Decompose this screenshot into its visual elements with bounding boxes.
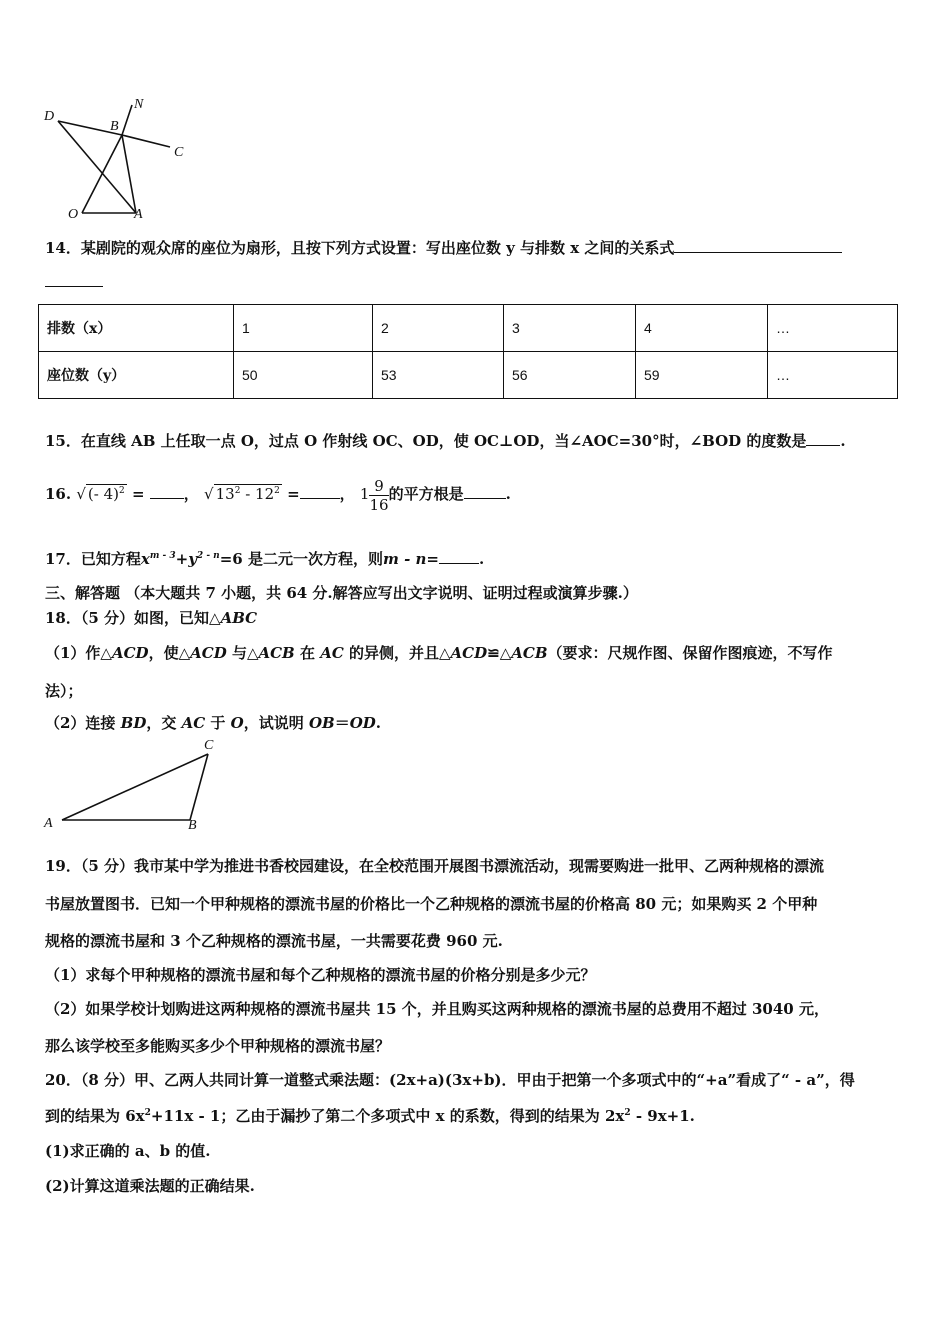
q14-answer-blank-2 [45,272,103,287]
line-b-a [122,135,136,213]
q20-l2-text: - 9x+1. [630,1107,695,1125]
q19-line-2: 书屋放置图书．已知一个甲种规格的漂流书屋的价格比一个乙种规格的漂流书屋的价格高 80 元；如果购买 2 个甲种 [45,895,818,913]
label-a: A [44,816,53,831]
side-b-c [190,754,208,820]
q16-exp-2b: 2 [274,486,280,496]
q18-p2-var: AC [181,714,206,732]
q18-p1-text: ≌△ [487,644,512,662]
q18-p2-text: 于 [205,714,231,732]
q19-line-4: （1）求每个甲种规格的漂流书屋和每个乙种规格的漂流书屋的价格分别是多少元？ [45,966,596,984]
ray-b-n [122,105,132,135]
side-a-c [62,754,208,820]
table-cell: 53 [373,352,504,399]
q20-line-2 [45,1105,695,1126]
q18-p1-var: ACD [450,644,488,662]
q19-line-3: 规格的漂流书屋和 3 个乙种规格的漂流书屋，一共需要花费 960 元. [45,932,503,950]
q18-p1-var: AC [320,644,344,662]
table-cell: … [768,305,898,352]
q16-number: 16. [45,485,72,503]
q18-p1-text: 在 [294,644,321,662]
q17-period: . [479,550,485,568]
line-o-b [82,135,122,213]
ray-b-c [122,135,170,147]
q18-abc: ABC [220,609,258,627]
q16-sqrt-2: √ $13^2 - 12^2$ [204,485,280,503]
label-a: A [134,207,143,222]
q18-p2-text: ，交 [146,714,182,732]
q17-yexp: 2 - n [196,551,220,561]
table-cell: 56 [504,352,636,399]
q20-l2-exp: 2 [624,1108,631,1118]
q14-question: 14．某剧院的观众席的座位为扇形，且按下列方式设置：写出座位数 y 与排数 x 之间的关系式 [45,239,675,257]
q17-mn: m - n [382,550,427,568]
table-cell: 4 [636,305,768,352]
q17-y: y [188,550,197,568]
q14-blank-cont [45,272,103,291]
q16-radicand-2b: - 12 [240,485,275,503]
label-o: O [68,207,79,222]
q18-p1-text: 与△ [226,644,259,662]
table-row [39,305,898,352]
table-cell: 59 [636,352,768,399]
q17-xexp: m - 3 [149,551,176,561]
q18-p1-text: （1）作△ [45,644,112,662]
q20-line-1: 20．（8 分）甲、乙两人共同计算一道整式乘法题：(2x+a)(3x+b)．甲由于把第一个多项式中的“+a”看成了“ - a”，得 [45,1071,855,1089]
q16-text [45,468,511,514]
q18-lead [45,607,257,628]
q16-mixed-whole: 1 [359,485,370,503]
q17-x: x [140,550,150,568]
q19-line-1: 19．（5 分）我市某中学为推进书香校园建设，在全校范围开展图书漂流活动，现需要购进一批甲、乙两种规格的漂流 [45,857,825,875]
q18-p1-var: ACD [190,644,227,662]
q16-exp-1: 2 [119,486,125,496]
q17-answer-blank [439,549,479,564]
table-row [39,352,898,399]
q16-equals-1: = [131,485,145,503]
figure-q18 [40,738,230,838]
q17-text [45,548,484,569]
q18-p2-text: . [375,714,382,732]
q20-l2-text: 到的结果为 6x [45,1107,145,1125]
q15-period: . [840,432,846,450]
q18-part1-cont: 法）； [45,682,83,700]
q20-l2-exp: 2 [144,1108,151,1118]
q16-tail: 的平方根是 [388,485,464,503]
q18-p1-text: 的异侧，并且△ [343,644,451,662]
table-header-seat: 座位数（y） [39,352,234,399]
q16-comma-2: ， [339,485,355,503]
q18-p2-var: OD [349,714,376,732]
q18-p1-text: ，使△ [148,644,191,662]
q18-p2-var: O [230,714,244,732]
figure-q13 [40,95,200,225]
q18-part1 [45,642,833,663]
q20-line-4: (2)计算这道乘法题的正确结果. [45,1177,255,1195]
q14-answer-blank [674,238,842,253]
q18-p2-text: ＝ [334,714,350,732]
q16-blank-1 [150,484,184,499]
q18-lead-text: 18．（5 分）如图，已知△ [45,609,221,627]
q16-fraction [369,477,388,514]
label-b: B [188,818,197,833]
label-c: C [174,145,184,160]
q18-p1-var: ACB [511,644,548,662]
q18-p2-var: OB [308,714,335,732]
label-c: C [204,738,214,753]
q18-p1-var: ACB [258,644,295,662]
q19-line-5: （2）如果学校计划购进这两种规格的漂流书屋共 15 个，并且购买这两种规格的漂流书屋的总费用不超过 3040 元， [45,1000,829,1018]
q16-frac-num: 9 [369,477,388,496]
q18-p2-text: ，试说明 [243,714,309,732]
table-cell: 1 [234,305,373,352]
label-b: B [110,119,119,134]
label-n: N [134,97,144,112]
q14-text [45,237,842,258]
label-d: D [44,109,55,124]
table-header-row: 排数（x） [39,305,234,352]
table-cell: 3 [504,305,636,352]
q15-question: 15．在直线 AB 上任取一点 O，过点 O 作射线 OC、OD，使 OC⊥OD，当∠AOC=30°时，∠BOD 的度数是 [45,432,807,450]
q17-lead: 17．已知方程 [45,550,141,568]
q17-plus: + [175,550,189,568]
q16-comma-1: ， [183,485,199,503]
q15-text [45,430,846,451]
q18-p2-var: BD [120,714,147,732]
figure-q18-drawing [40,738,230,838]
q16-period: . [505,485,511,503]
q20-l2-text: +11x - 1；乙由于漏抄了第二个多项式中 x 的系数，得到的结果为 2x [150,1107,625,1125]
q18-p1-text: （要求：尺规作图、保留作图痕迹，不写作 [547,644,833,662]
q20-line-3: (1)求正确的 a、b 的值. [45,1142,211,1160]
q18-p1-var: ACD [111,644,149,662]
q16-equals-2: = [287,485,300,503]
table-cell: 2 [373,305,504,352]
q16-exp-2a: 2 [234,486,241,496]
q16-blank-2 [300,484,340,499]
q18-part2 [45,712,381,733]
q16-sqrt-1: √ (- 4)$^2$ [76,485,125,503]
q19-line-6: 那么该学校至多能购买多少个甲种规格的漂流书屋？ [45,1037,391,1055]
q16-blank-3 [464,484,506,499]
q16-radicand-1: (- 4) [87,485,119,503]
q15-answer-blank [806,431,840,446]
q17-rest: =6 是二元一次方程，则 [219,550,383,568]
q16-frac-den: 16 [369,495,389,514]
section-3-heading: 三、解答题 （本大题共 7 小题，共 64 分.解答应写出文字说明、证明过程或演算步骤.） [45,584,638,602]
table-cell: 50 [234,352,373,399]
q18-p2-text: （2）连接 [45,714,121,732]
q14-table [38,304,898,399]
table-cell: … [768,352,898,399]
q16-radicand-2a: 13 [215,485,235,503]
q17-eq: = [426,550,439,568]
